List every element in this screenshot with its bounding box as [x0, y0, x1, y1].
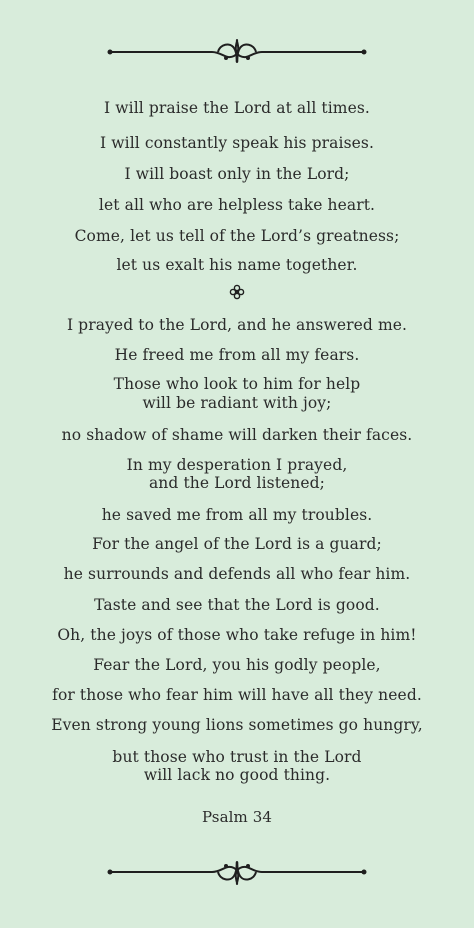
poem-line: no shadow of shame will darken their faces. — [61, 426, 413, 444]
bottom-flourish-divider-icon — [0, 852, 474, 892]
poem-line: let all who are helpless take heart. — [98, 196, 376, 214]
poem-line: I will constantly speak his praises. — [100, 134, 374, 152]
psalm-attribution: Psalm 34 — [201, 808, 272, 826]
poem-line: Those who look to him for help — [113, 375, 361, 393]
poem-line: I prayed to the Lord, and he answered me. — [66, 316, 408, 334]
poem-line: For the angel of the Lord is a guard; — [92, 535, 382, 553]
poem-line: In my desperation I prayed, — [126, 456, 348, 474]
poem-line: will be radiant with joy; — [142, 394, 332, 412]
poem-line: He freed me from all my fears. — [114, 346, 360, 364]
poem-line: Fear the Lord, you his godly people, — [93, 656, 381, 674]
poem-line: he surrounds and defends all who fear him. — [63, 565, 411, 583]
fleuron-icon — [0, 284, 474, 300]
poem-line: Taste and see that the Lord is good. — [94, 596, 380, 614]
poem-line: Oh, the joys of those who take refuge in him! — [57, 626, 417, 644]
poem-line: he saved me from all my troubles. — [101, 506, 373, 524]
poem-line: but those who trust in the Lord — [112, 748, 362, 766]
poem-line: for those who fear him will have all they need. — [52, 686, 422, 704]
poem-line: I will praise the Lord at all times. — [104, 99, 370, 117]
poem-line: Even strong young lions sometimes go hungry, — [51, 716, 423, 734]
top-flourish-divider-icon — [0, 32, 474, 72]
poem-line: I will boast only in the Lord; — [124, 165, 350, 183]
poem-line: will lack no good thing. — [143, 766, 331, 784]
poem-line: let us exalt his name together. — [116, 256, 358, 274]
poem-line: and the Lord listened; — [148, 474, 326, 492]
poem-line: Come, let us tell of the Lord’s greatness; — [74, 227, 400, 245]
